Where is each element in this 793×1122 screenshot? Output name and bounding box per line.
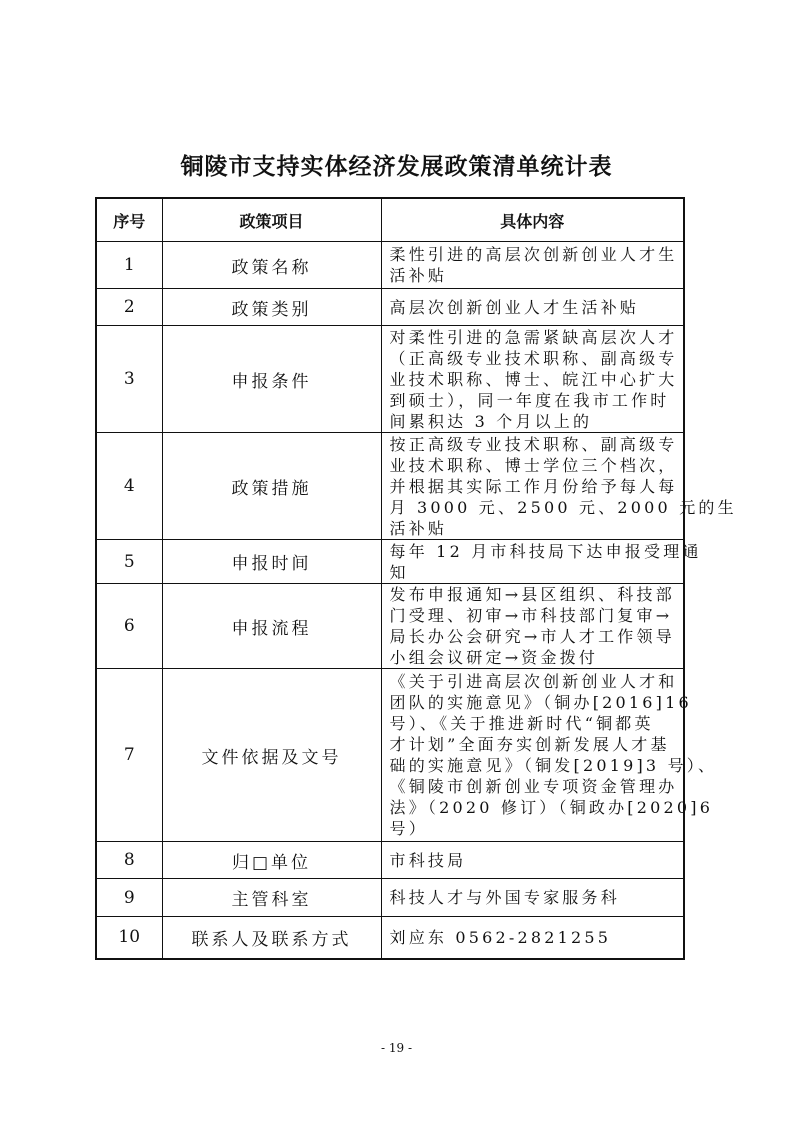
row-index: 3 [96, 326, 162, 433]
row-item: 文件依据及文号 [162, 669, 381, 842]
policy-table [95, 197, 737, 960]
row-index: 6 [96, 584, 162, 669]
document-title: 铜陵市支持实体经济发展政策清单统计表 [180, 154, 613, 180]
row-content [381, 842, 684, 879]
content-line: 业技术职称、博士学位三个档次， [389, 455, 678, 475]
row-content [381, 433, 737, 540]
header-index: 序号 [96, 198, 162, 242]
header-content: 具体内容 [381, 198, 684, 242]
content-line: 发布申报通知→县区组织、科技部 [389, 585, 675, 604]
table-header-row [96, 198, 684, 242]
row-content [381, 584, 684, 669]
page-number: - 19 - [380, 1041, 412, 1055]
content-line: 团队的实施意见》（铜办[2016]16 [389, 693, 692, 712]
row-item: 归□单位 [162, 842, 381, 879]
table-row [96, 540, 684, 584]
content-line: 市科技局 [389, 850, 467, 870]
row-index: 7 [96, 669, 162, 842]
table-row [96, 242, 684, 289]
row-content [381, 242, 684, 289]
row-index: 2 [96, 289, 162, 326]
row-index: 4 [96, 433, 162, 540]
content-line: 《关于引进高层次创新创业人才和 [389, 672, 678, 691]
row-item: 联系人及联系方式 [162, 917, 381, 959]
table-row [96, 584, 684, 669]
content-line: 才计划”全面夯实创新发展人才基 [389, 735, 670, 754]
content-line: 础的实施意见》（铜发[2019]3 号）、 [389, 756, 718, 775]
table-row [96, 917, 684, 959]
row-item: 申报时间 [162, 540, 381, 584]
row-content [381, 879, 684, 917]
content-line: 活补贴 [389, 266, 448, 285]
row-index: 8 [96, 842, 162, 879]
content-line: 门受理、初审→市科技部门复审→ [389, 606, 673, 625]
table-row [96, 326, 684, 433]
content-line: 每年 12 月市科技局下达申报受理通 [389, 541, 702, 561]
row-content [381, 669, 718, 842]
content-line: 高层次创新创业人才生活补贴 [389, 297, 640, 317]
table-row [96, 879, 684, 917]
row-item: 政策名称 [162, 242, 381, 289]
table-row [96, 433, 684, 540]
row-item: 申报流程 [162, 584, 381, 669]
content-line: 科技人才与外国专家服务科 [389, 888, 620, 907]
header-item: 政策项目 [162, 198, 381, 242]
content-line: 号） [389, 819, 428, 838]
content-line: 并根据其实际工作月份给予每人每 [389, 476, 678, 496]
content-line: 月 3000 元、2500 元、2000 元的生 [389, 497, 737, 517]
row-content [381, 917, 684, 959]
row-content [381, 326, 684, 433]
content-line: 知 [389, 562, 409, 582]
row-index: 1 [96, 242, 162, 289]
content-line: 号）、《关于推进新时代“铜都英 [389, 714, 654, 733]
table-row [96, 842, 684, 879]
row-item: 主管科室 [162, 879, 381, 917]
row-item: 政策措施 [162, 433, 381, 540]
content-line: 小组会议研定→资金拨付 [389, 648, 599, 667]
content-line: 刘应东 0562-2821255 [389, 927, 612, 947]
row-content [381, 289, 684, 326]
content-line: 按正高级专业技术职称、副高级专 [389, 434, 678, 454]
row-index: 9 [96, 879, 162, 917]
row-index: 5 [96, 540, 162, 584]
content-line: 法》（2020 修订）（铜政办[2020]6 [389, 798, 714, 817]
row-item: 申报条件 [162, 326, 381, 433]
row-index: 10 [96, 917, 162, 959]
content-line: 活补贴 [389, 518, 448, 538]
row-item: 政策类别 [162, 289, 381, 326]
content-line: 《铜陵市创新创业专项资金管理办 [389, 777, 678, 796]
content-line: 柔性引进的高层次创新创业人才生 [389, 245, 678, 264]
content-line: 业技术职称、博士、皖江中心扩大 [389, 369, 678, 389]
table-row [96, 289, 684, 326]
content-line: 间累积达 3 个月以上的 [389, 411, 593, 431]
content-line: 对柔性引进的急需紧缺高层次人才 [389, 327, 678, 347]
content-line: （正高级专业技术职称、副高级专 [389, 348, 678, 368]
content-line: 到硕士），同一年度在我市工作时 [389, 390, 670, 410]
table-row [96, 669, 684, 842]
content-line: 局长办公会研究→市人才工作领导 [389, 627, 675, 646]
row-content [381, 540, 702, 584]
